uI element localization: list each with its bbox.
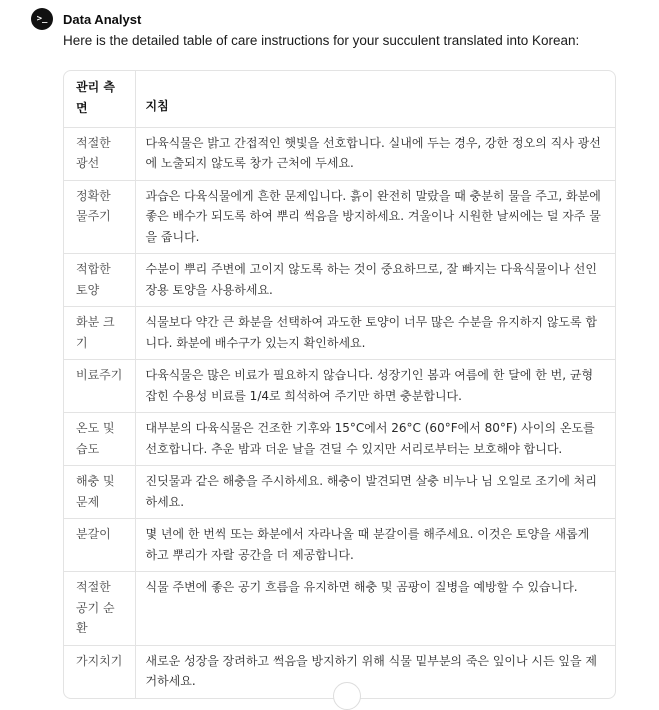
- instruction-cell: 수분이 뿌리 주변에 고이지 않도록 하는 것이 중요하므로, 잘 빠지는 다육식물이나 선인장용 토양을 사용하세요.: [135, 254, 615, 307]
- table-row: [64, 254, 615, 307]
- aspect-cell: 적합한 토양: [64, 254, 135, 307]
- table-row: [64, 466, 615, 519]
- assistant-name: Data Analyst: [63, 11, 142, 27]
- terminal-icon: >_: [31, 8, 53, 30]
- aspect-cell: 정확한 물주기: [64, 180, 135, 254]
- instruction-cell: 몇 년에 한 번씩 또는 화분에서 자라나올 때 분갈이를 해주세요. 이것은 토양을 새롭게 하고 뿌리가 자랄 공간을 더 제공합니다.: [135, 519, 615, 572]
- table-header-row: [64, 71, 615, 127]
- table-row: [64, 180, 615, 254]
- aspect-cell: 온도 및 습도: [64, 413, 135, 466]
- table-row: [64, 307, 615, 360]
- instruction-cell: 다육식물은 밝고 간접적인 햇빛을 선호합니다. 실내에 두는 경우, 강한 정오의 직사 광선에 노출되지 않도록 창가 근처에 두세요.: [135, 127, 615, 180]
- instruction-cell: 새로운 성장을 장려하고 썩음을 방지하기 위해 식물 밑부분의 죽은 잎이나 시든 잎을 제거하세요.: [145, 653, 597, 688]
- care-table-grid: [64, 71, 615, 698]
- instruction-cell: 식물보다 약간 큰 화분을 선택하여 과도한 토양이 너무 많은 수분을 유지하지 않도록 합니다. 화분에 배수구가 있는지 확인하세요.: [135, 307, 615, 360]
- table-row: [64, 519, 615, 572]
- aspect-cell: 비료주기: [64, 360, 135, 413]
- aspect-cell: 가지치기: [64, 645, 135, 698]
- aspect-cell: 적절한 광선: [64, 127, 135, 180]
- intro-text: Here is the detailed table of care instructions for your succulent translated into Korean:: [63, 33, 580, 48]
- table-row: [64, 127, 615, 180]
- scroll-down-button[interactable]: [333, 682, 361, 710]
- header-instruction: 지침: [135, 71, 615, 127]
- instruction-cell: 식물 주변에 좋은 공기 흐름을 유지하면 해충 및 곰팡이 질병을 예방할 수 있습니다.: [135, 572, 615, 646]
- aspect-cell: 적절한 공기 순환: [64, 572, 135, 646]
- table-row: [64, 572, 615, 646]
- instruction-cell: 과습은 다육식물에게 흔한 문제입니다. 흙이 완전히 말랐을 때 충분히 물을 주고, 화분에 좋은 배수가 되도록 하여 뿌리 썩음을 방지하세요. 겨울이나 시원한 날씨에는 덜 자주 물을 줍니다.: [135, 180, 615, 254]
- table-row: [64, 413, 615, 466]
- aspect-cell: 화분 크기: [64, 307, 135, 360]
- care-table: [63, 70, 616, 699]
- aspect-cell: 해충 및 문제: [64, 466, 135, 519]
- instruction-cell: 진딧물과 같은 해충을 주시하세요. 해충이 발견되면 살충 비누나 님 오일로 조기에 처리하세요.: [135, 466, 615, 519]
- header-aspect: 관리 측면: [64, 71, 135, 127]
- table-row: [64, 360, 615, 413]
- instruction-cell: 대부분의 다육식물은 건조한 기후와 15°C에서 26°C (60°F에서 80°F) 사이의 온도를 선호합니다. 추운 밤과 더운 날을 견딜 수 있지만 서리로부터는 보호해야 합니다.: [135, 413, 615, 466]
- instruction-cell: 다육식물은 많은 비료가 필요하지 않습니다. 성장기인 봄과 여름에 한 달에 한 번, 균형 잡힌 수용성 비료를 1/4로 희석하여 주기만 하면 충분합니다.: [135, 360, 615, 413]
- message-header: [31, 8, 141, 30]
- aspect-cell: 분갈이: [64, 519, 135, 572]
